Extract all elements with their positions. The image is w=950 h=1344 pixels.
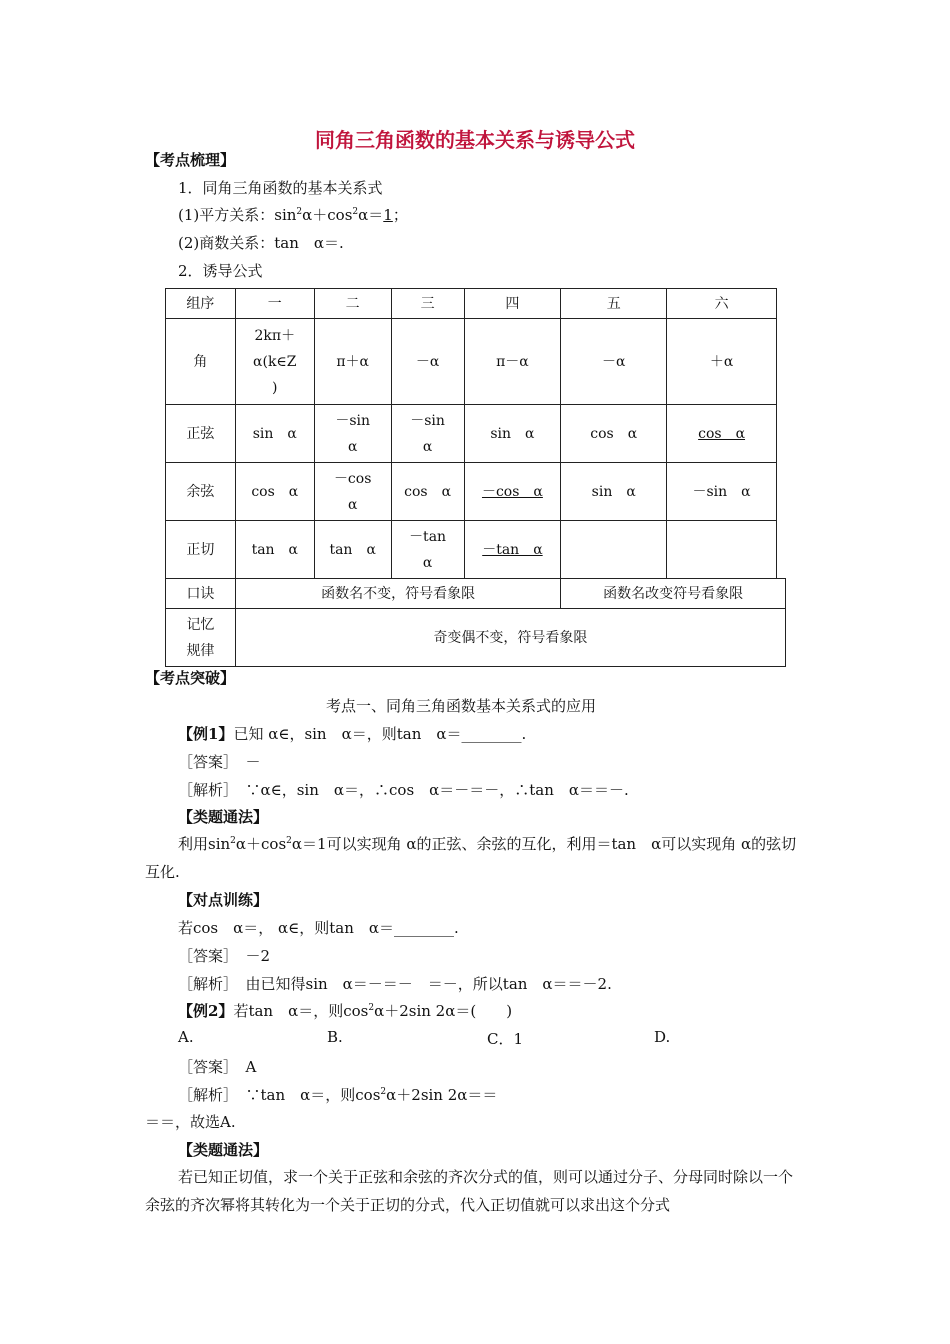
row-label: 口诀 — [166, 579, 236, 609]
answer-line: ［答案］ A — [178, 1058, 257, 1076]
superscript: 2 — [230, 836, 236, 846]
table-cell: －α — [391, 319, 464, 405]
cell-line: α — [422, 438, 433, 455]
table-cell: －sin α — [667, 463, 777, 521]
option-a: A. — [178, 1028, 194, 1046]
example-label: 【例2】 — [178, 1002, 234, 1020]
answer-line: ［答案］ －2 — [178, 947, 271, 965]
cell-line: 2kπ＋ — [254, 327, 296, 344]
table-cell: π＋α — [314, 319, 391, 405]
table-row — [166, 289, 777, 319]
table-row — [166, 319, 777, 405]
cell-line: α — [347, 496, 358, 513]
superscript: 2 — [380, 1087, 387, 1097]
option-b: B. — [327, 1028, 343, 1046]
method-paragraph: 若已知正切值，求一个关于正弦和余弦的齐次分式的值，则可以通过分子、分母同时除以一个余弦的齐次幂将其转化为一个关于正切的分式，代入正切值就可以求出这个分式 — [145, 1168, 794, 1214]
solution-line — [178, 1084, 497, 1105]
text: α＋2sin 2α＝( ) — [374, 1002, 513, 1020]
answer: －tan α — [482, 541, 543, 558]
table-cell — [561, 521, 667, 579]
answer: 1 — [383, 206, 393, 224]
text: 已知 α∈，sin α＝，则tan α＝________. — [233, 725, 527, 743]
cell-line: 记忆 — [186, 616, 215, 633]
example-1 — [178, 723, 526, 744]
table-cell: sin α — [561, 463, 667, 521]
table-cell: tan α — [235, 521, 314, 579]
row-label: 正切 — [166, 521, 236, 579]
table-cell — [314, 405, 391, 463]
table-row — [166, 405, 777, 463]
option-d: D. — [654, 1028, 671, 1046]
table-row — [166, 579, 786, 609]
method-heading: 【类题通法】 — [178, 808, 269, 826]
table-cell: 函数名不变，符号看象限 — [235, 579, 560, 609]
section-heading: 【考点突破】 — [145, 669, 236, 687]
header-cell: 五 — [561, 289, 667, 319]
solution-line: ［解析］ ∵α∈，sin α＝，∴cos α＝－＝－，∴tan α＝＝－. — [178, 781, 629, 799]
table-cell — [464, 463, 561, 521]
page-title: 同角三角函数的基本关系与诱导公式 — [315, 128, 635, 152]
superscript: 2 — [352, 207, 359, 217]
text: ； — [392, 206, 408, 224]
table-cell — [391, 405, 464, 463]
row-label — [166, 609, 236, 667]
text: (1)平方关系：sin — [178, 206, 297, 224]
superscript: 2 — [296, 207, 303, 217]
answer: －cos α — [481, 483, 543, 500]
table-cell: 函数名改变符号看象限 — [561, 579, 786, 609]
superscript: 2 — [286, 836, 292, 846]
table-cell: ＋α — [667, 319, 777, 405]
text: α＋cos — [235, 835, 287, 853]
item-heading: 1．同角三角函数的基本关系式 — [178, 179, 383, 197]
subsection-heading: 考点一、同角三角函数基本关系式的应用 — [326, 697, 597, 715]
cell-line: －sin — [410, 412, 445, 429]
table-row — [166, 609, 786, 667]
table-row — [166, 521, 777, 579]
table-cell: tan α — [314, 521, 391, 579]
example-label: 【例1】 — [178, 725, 234, 743]
practice-heading: 【对点训练】 — [178, 891, 269, 909]
cell-line: α(k∈Z — [253, 353, 297, 370]
quotient-relation: (2)商数关系：tan α＝. — [178, 234, 344, 252]
text: α＋cos — [302, 206, 353, 224]
header-cell: 二 — [314, 289, 391, 319]
cell-line: ) — [272, 379, 278, 396]
option-c: C．1 — [487, 1030, 524, 1048]
cell-line: －sin — [335, 412, 371, 429]
practice-question: 若cos α＝， α∈，则tan α＝________. — [178, 919, 459, 937]
induction-formula-table — [165, 288, 777, 579]
solution-line: ＝＝，故选A. — [145, 1113, 236, 1131]
answer-line: ［答案］ － — [178, 753, 261, 771]
header-cell: 六 — [667, 289, 777, 319]
cell-line: －tan — [409, 528, 447, 545]
example-2 — [178, 1000, 512, 1021]
table-cell: π－α — [464, 319, 561, 405]
square-relation — [178, 204, 408, 225]
cell-line: α — [347, 438, 358, 455]
table-cell — [667, 521, 777, 579]
header-cell: 三 — [391, 289, 464, 319]
table-cell: －α — [561, 319, 667, 405]
header-cell: 组序 — [166, 289, 236, 319]
header-cell: 四 — [464, 289, 561, 319]
text: α＋2sin 2α＝＝ — [386, 1086, 498, 1104]
table-cell — [667, 405, 777, 463]
table-cell: cos α — [391, 463, 464, 521]
item-heading: 2．诱导公式 — [178, 262, 263, 280]
table-cell: cos α — [235, 463, 314, 521]
row-label: 正弦 — [166, 405, 236, 463]
table-cell — [464, 521, 561, 579]
cell-line: 规律 — [186, 642, 215, 659]
method-heading: 【类题通法】 — [178, 1141, 269, 1159]
text: ［解析］ ∵tan α＝，则cos — [178, 1086, 381, 1104]
text: α＝1可以实现角 α的正弦、余弦的互化，利用＝tan α可以实现角 α的弦切互化. — [145, 835, 797, 881]
answer: cos α — [698, 425, 746, 442]
table-cell: cos α — [561, 405, 667, 463]
text: 若tan α＝，则cos — [233, 1002, 369, 1020]
mnemonic-table — [165, 578, 786, 667]
method-paragraph — [145, 830, 807, 886]
cell-line: α — [422, 554, 433, 571]
table-cell — [391, 521, 464, 579]
table-row — [166, 463, 777, 521]
row-label: 余弦 — [166, 463, 236, 521]
table-cell — [314, 463, 391, 521]
text: α＝ — [358, 206, 384, 224]
cell-line: －cos — [333, 470, 372, 487]
text: 利用sin — [178, 835, 231, 853]
section-heading: 【考点梳理】 — [145, 151, 236, 169]
solution-line: ［解析］ 由已知得sin α＝－＝－ ＝－，所以tan α＝＝－2. — [178, 975, 612, 993]
table-cell: sin α — [235, 405, 314, 463]
superscript: 2 — [368, 1003, 375, 1013]
header-cell: 一 — [235, 289, 314, 319]
row-label: 角 — [166, 319, 236, 405]
table-cell: 奇变偶不变，符号看象限 — [235, 609, 785, 667]
table-cell — [235, 319, 314, 405]
table-cell: sin α — [464, 405, 561, 463]
